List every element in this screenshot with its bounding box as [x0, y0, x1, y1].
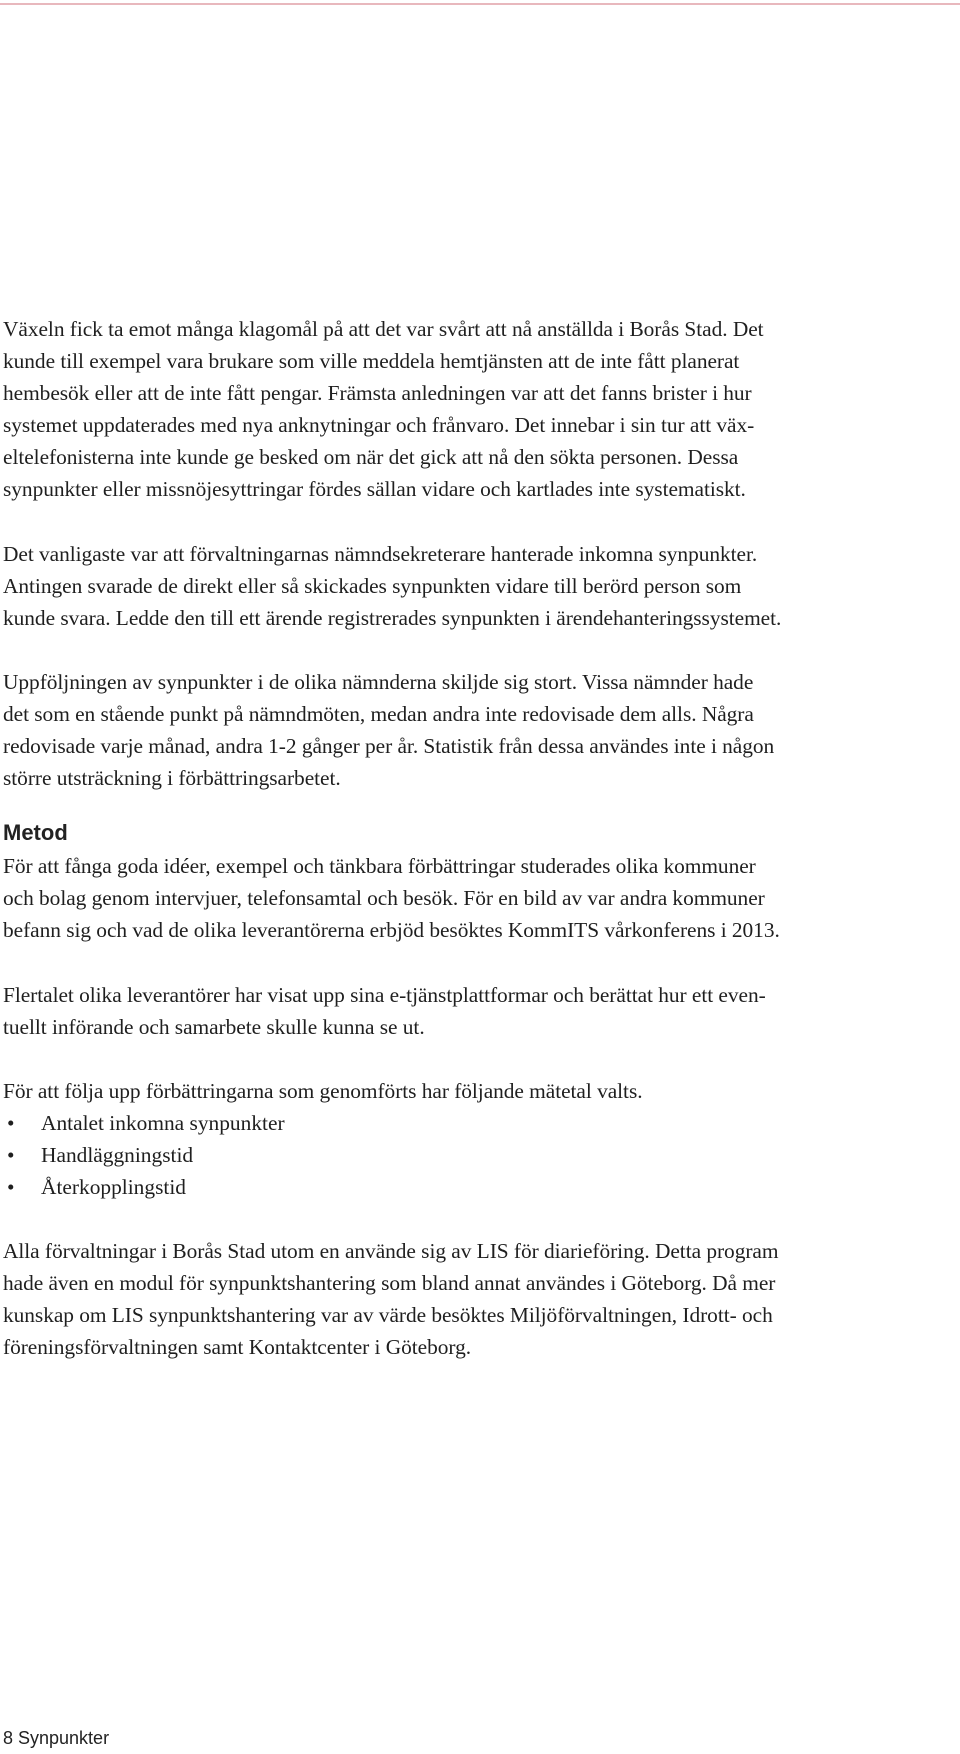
top-rule [0, 3, 960, 5]
list-item [3, 1171, 957, 1203]
metrics-list [3, 1107, 957, 1203]
paragraph-vaxeln: Växeln fick ta emot många klagomål på att det var svårt att nå anställda i Borås Stad. Det kunde till exempel vara brukare som ville meddela hemtjänsten att de inte fått planerat hembesök eller att de inte fått pengar. Främsta anledningen var att det fanns brister i hur systemet uppdaterades med nya anknytningar och frånvaro. Det innebar i sin tur att väx- eltelefonisterna inte kunde ge besked om när det gick att nå den sökta personen. Dessa synpunkter eller missnöjesyttringar fördes sällan vidare och kartlades inte systematiskt. [3, 317, 764, 502]
paragraph-lis: Alla förvaltningar i Borås Stad utom en använde sig av LIS för diarieföring. Detta program hade även en modul för synpunktshantering som bland annat användes i Göteborg. Då mer kunskap om LIS synpunktshantering var av värde besöktes Miljöförvaltningen, Idrott- och föreningsförvaltningen samt Kontaktcenter i Göteborg. [3, 1238, 779, 1360]
page-footer: 8 Synpunkter [3, 1728, 110, 1748]
section-heading-metod: Metod [3, 820, 68, 846]
paragraph-leverantorer: Flertalet olika leverantörer har visat upp sina e-tjänstplattformar och berättat hur ett even- tuellt införande och samarbete skulle kunna se ut. [3, 982, 766, 1039]
bullet-marker: • [7, 1174, 15, 1199]
paragraph-metod: För att fånga goda idéer, exempel och tänkbara förbättringar studerades olika kommuner och bolag genom intervjuer, telefonsamtal och besök. För en bild av var andra kommuner befann sig och vad de olika leverantörerna erbjöd besöktes KommITS vårkonferens i 2013. [3, 854, 780, 943]
paragraph-matetal: För att följa upp förbättringarna som genomförts har följande mätetal valts. [3, 1078, 643, 1103]
bullet-marker: • [7, 1142, 15, 1167]
list-item-text: Handläggningstid [41, 1142, 194, 1167]
paragraph-uppfoljningen: Uppföljningen av synpunkter i de olika nämnderna skiljde sig stort. Vissa nämnder hade det som en stående punkt på nämndmöten, medan andra inte redovisade dem alls. Några redovisade varje månad, andra 1-2 gånger per år. Statistik från dessa användes inte i någon större utsträckning i förbättringsarbetet. [3, 669, 775, 791]
list-item [3, 1107, 957, 1139]
document-body [3, 313, 957, 1363]
list-item [3, 1139, 957, 1171]
list-item-text: Återkopplingstid [41, 1174, 186, 1199]
list-item-text: Antalet inkomna synpunkter [41, 1110, 285, 1135]
bullet-marker: • [7, 1110, 15, 1135]
paragraph-namndsekreterare: Det vanligaste var att förvaltningarnas nämndsekreterare hanterade inkomna synpunkter. Antingen svarade de direkt eller så skickades synpunkten vidare till berörd person som kunde svara. Ledde den till ett ärende registrerades synpunkten i ärendehanteringssystemet. [3, 541, 782, 630]
